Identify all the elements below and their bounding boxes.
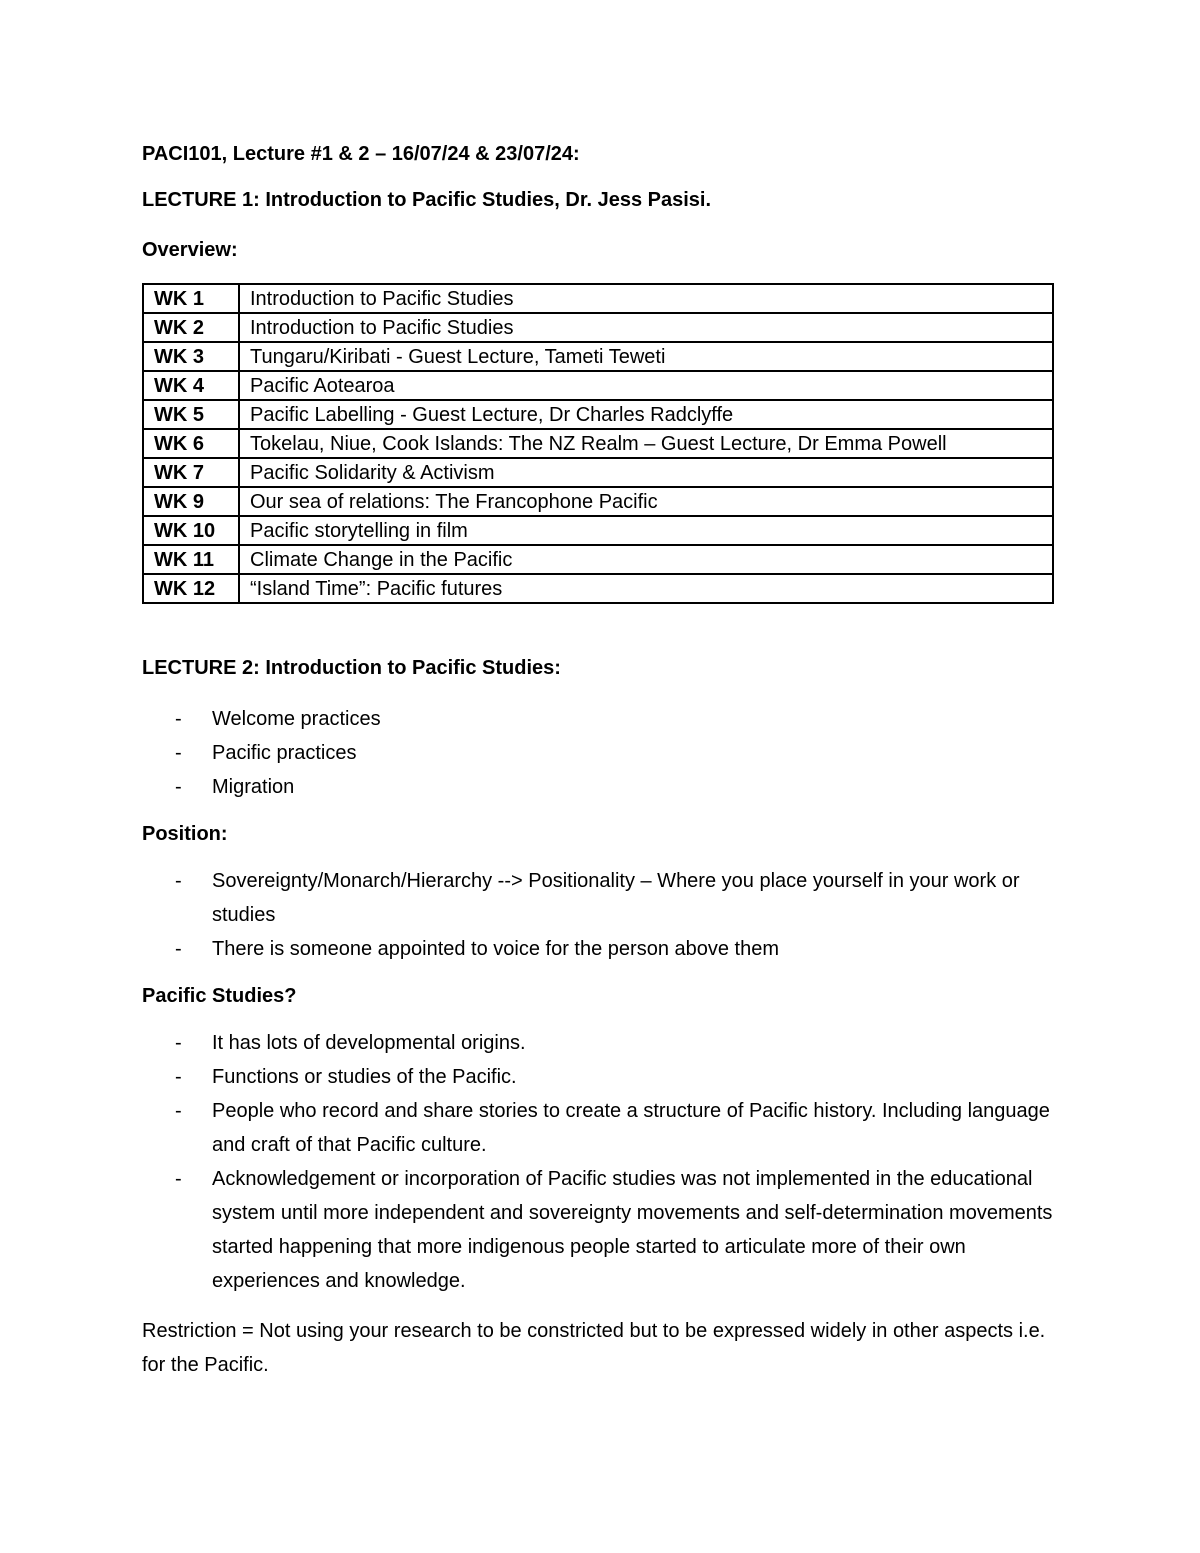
schedule-topic-cell: Pacific Labelling - Guest Lecture, Dr Charles Radclyffe <box>239 400 1053 429</box>
overview-heading: Overview: <box>142 239 238 261</box>
lecture2-heading <box>142 654 1054 682</box>
list-item <box>142 1094 1054 1162</box>
list-item-text: Sovereignty/Monarch/Hierarchy --> Positionality – Where you place yourself in your work or studies <box>212 870 1020 926</box>
schedule-week-cell: WK 11 <box>143 545 239 574</box>
list-item-text: There is someone appointed to voice for the person above them <box>212 938 780 960</box>
list-item-text: Migration <box>212 776 295 798</box>
position-list <box>142 864 1054 966</box>
schedule-topic-cell: Introduction to Pacific Studies <box>239 313 1053 342</box>
list-item-text: Welcome practices <box>212 708 381 730</box>
schedule-topic-cell: Tungaru/Kiribati - Guest Lecture, Tameti Teweti <box>239 342 1053 371</box>
list-item <box>142 770 1054 804</box>
list-item <box>142 736 1054 770</box>
dash-bullet: - <box>175 1100 182 1122</box>
dash-bullet: - <box>175 1066 182 1088</box>
schedule-topic-cell: “Island Time”: Pacific futures <box>239 574 1053 603</box>
schedule-row <box>143 284 1053 313</box>
schedule-row <box>143 313 1053 342</box>
lecture1-title: Introduction to Pacific Studies, Dr. Jess Pasisi. <box>259 189 712 211</box>
list-item <box>142 1026 1054 1060</box>
schedule-row <box>143 400 1053 429</box>
list-item <box>142 864 1054 932</box>
schedule-topic-cell: Our sea of relations: The Francophone Pacific <box>239 487 1053 516</box>
schedule-row <box>143 458 1053 487</box>
lecture1-heading <box>142 186 1054 214</box>
schedule-week-cell: WK 7 <box>143 458 239 487</box>
schedule-topic-cell: Introduction to Pacific Studies <box>239 284 1053 313</box>
schedule-week-cell: WK 5 <box>143 400 239 429</box>
list-item-text: People who record and share stories to create a structure of Pacific history. Including language and craft of that Pacific culture. <box>212 1100 1050 1156</box>
lecture2-title: Introduction to Pacific Studies: <box>259 657 561 679</box>
lecture2-label: LECTURE 2: <box>142 657 260 679</box>
lecture1-label: LECTURE 1: <box>142 189 260 211</box>
pacific-studies-heading: Pacific Studies? <box>142 985 297 1007</box>
list-item-text: Functions or studies of the Pacific. <box>212 1066 517 1088</box>
position-heading: Position: <box>142 823 228 845</box>
schedule-week-cell: WK 10 <box>143 516 239 545</box>
schedule-table <box>142 283 1054 604</box>
schedule-week-cell: WK 2 <box>143 313 239 342</box>
dash-bullet: - <box>175 776 182 798</box>
schedule-topic-cell: Climate Change in the Pacific <box>239 545 1053 574</box>
schedule-row <box>143 371 1053 400</box>
list-item <box>142 1162 1054 1298</box>
schedule-week-cell: WK 12 <box>143 574 239 603</box>
dash-bullet: - <box>175 870 182 892</box>
list-item <box>142 702 1054 736</box>
list-item <box>142 1060 1054 1094</box>
schedule-week-cell: WK 1 <box>143 284 239 313</box>
restriction-note: Restriction = Not using your research to be constricted but to be expressed widely in other aspects i.e. for the Pacific. <box>142 1320 1046 1376</box>
dash-bullet: - <box>175 1168 182 1190</box>
dash-bullet: - <box>175 742 182 764</box>
schedule-week-cell: WK 3 <box>143 342 239 371</box>
schedule-row <box>143 574 1053 603</box>
schedule-topic-cell: Pacific Solidarity & Activism <box>239 458 1053 487</box>
schedule-row <box>143 516 1053 545</box>
schedule-week-cell: WK 4 <box>143 371 239 400</box>
pacific-studies-list <box>142 1026 1054 1298</box>
schedule-topic-cell: Pacific storytelling in film <box>239 516 1053 545</box>
document-title: PACI101, Lecture #1 & 2 – 16/07/24 & 23/07/24: <box>142 143 580 165</box>
document-page <box>142 140 1054 1382</box>
schedule-row <box>143 487 1053 516</box>
dash-bullet: - <box>175 708 182 730</box>
dash-bullet: - <box>175 1032 182 1054</box>
schedule-row <box>143 429 1053 458</box>
list-item-text: It has lots of developmental origins. <box>212 1032 526 1054</box>
list-item <box>142 932 1054 966</box>
schedule-topic-cell: Pacific Aotearoa <box>239 371 1053 400</box>
schedule-row <box>143 342 1053 371</box>
dash-bullet: - <box>175 938 182 960</box>
list-item-text: Pacific practices <box>212 742 357 764</box>
schedule-topic-cell: Tokelau, Niue, Cook Islands: The NZ Realm – Guest Lecture, Dr Emma Powell <box>239 429 1053 458</box>
list-item-text: Acknowledgement or incorporation of Pacific studies was not implemented in the educational system until more independent and sovereignty movements and self-determination movements started happening that more indigenous people started to articulate more of their own experiences and knowledge. <box>212 1168 1053 1292</box>
schedule-row <box>143 545 1053 574</box>
lecture2-list <box>142 702 1054 804</box>
schedule-week-cell: WK 9 <box>143 487 239 516</box>
schedule-week-cell: WK 6 <box>143 429 239 458</box>
